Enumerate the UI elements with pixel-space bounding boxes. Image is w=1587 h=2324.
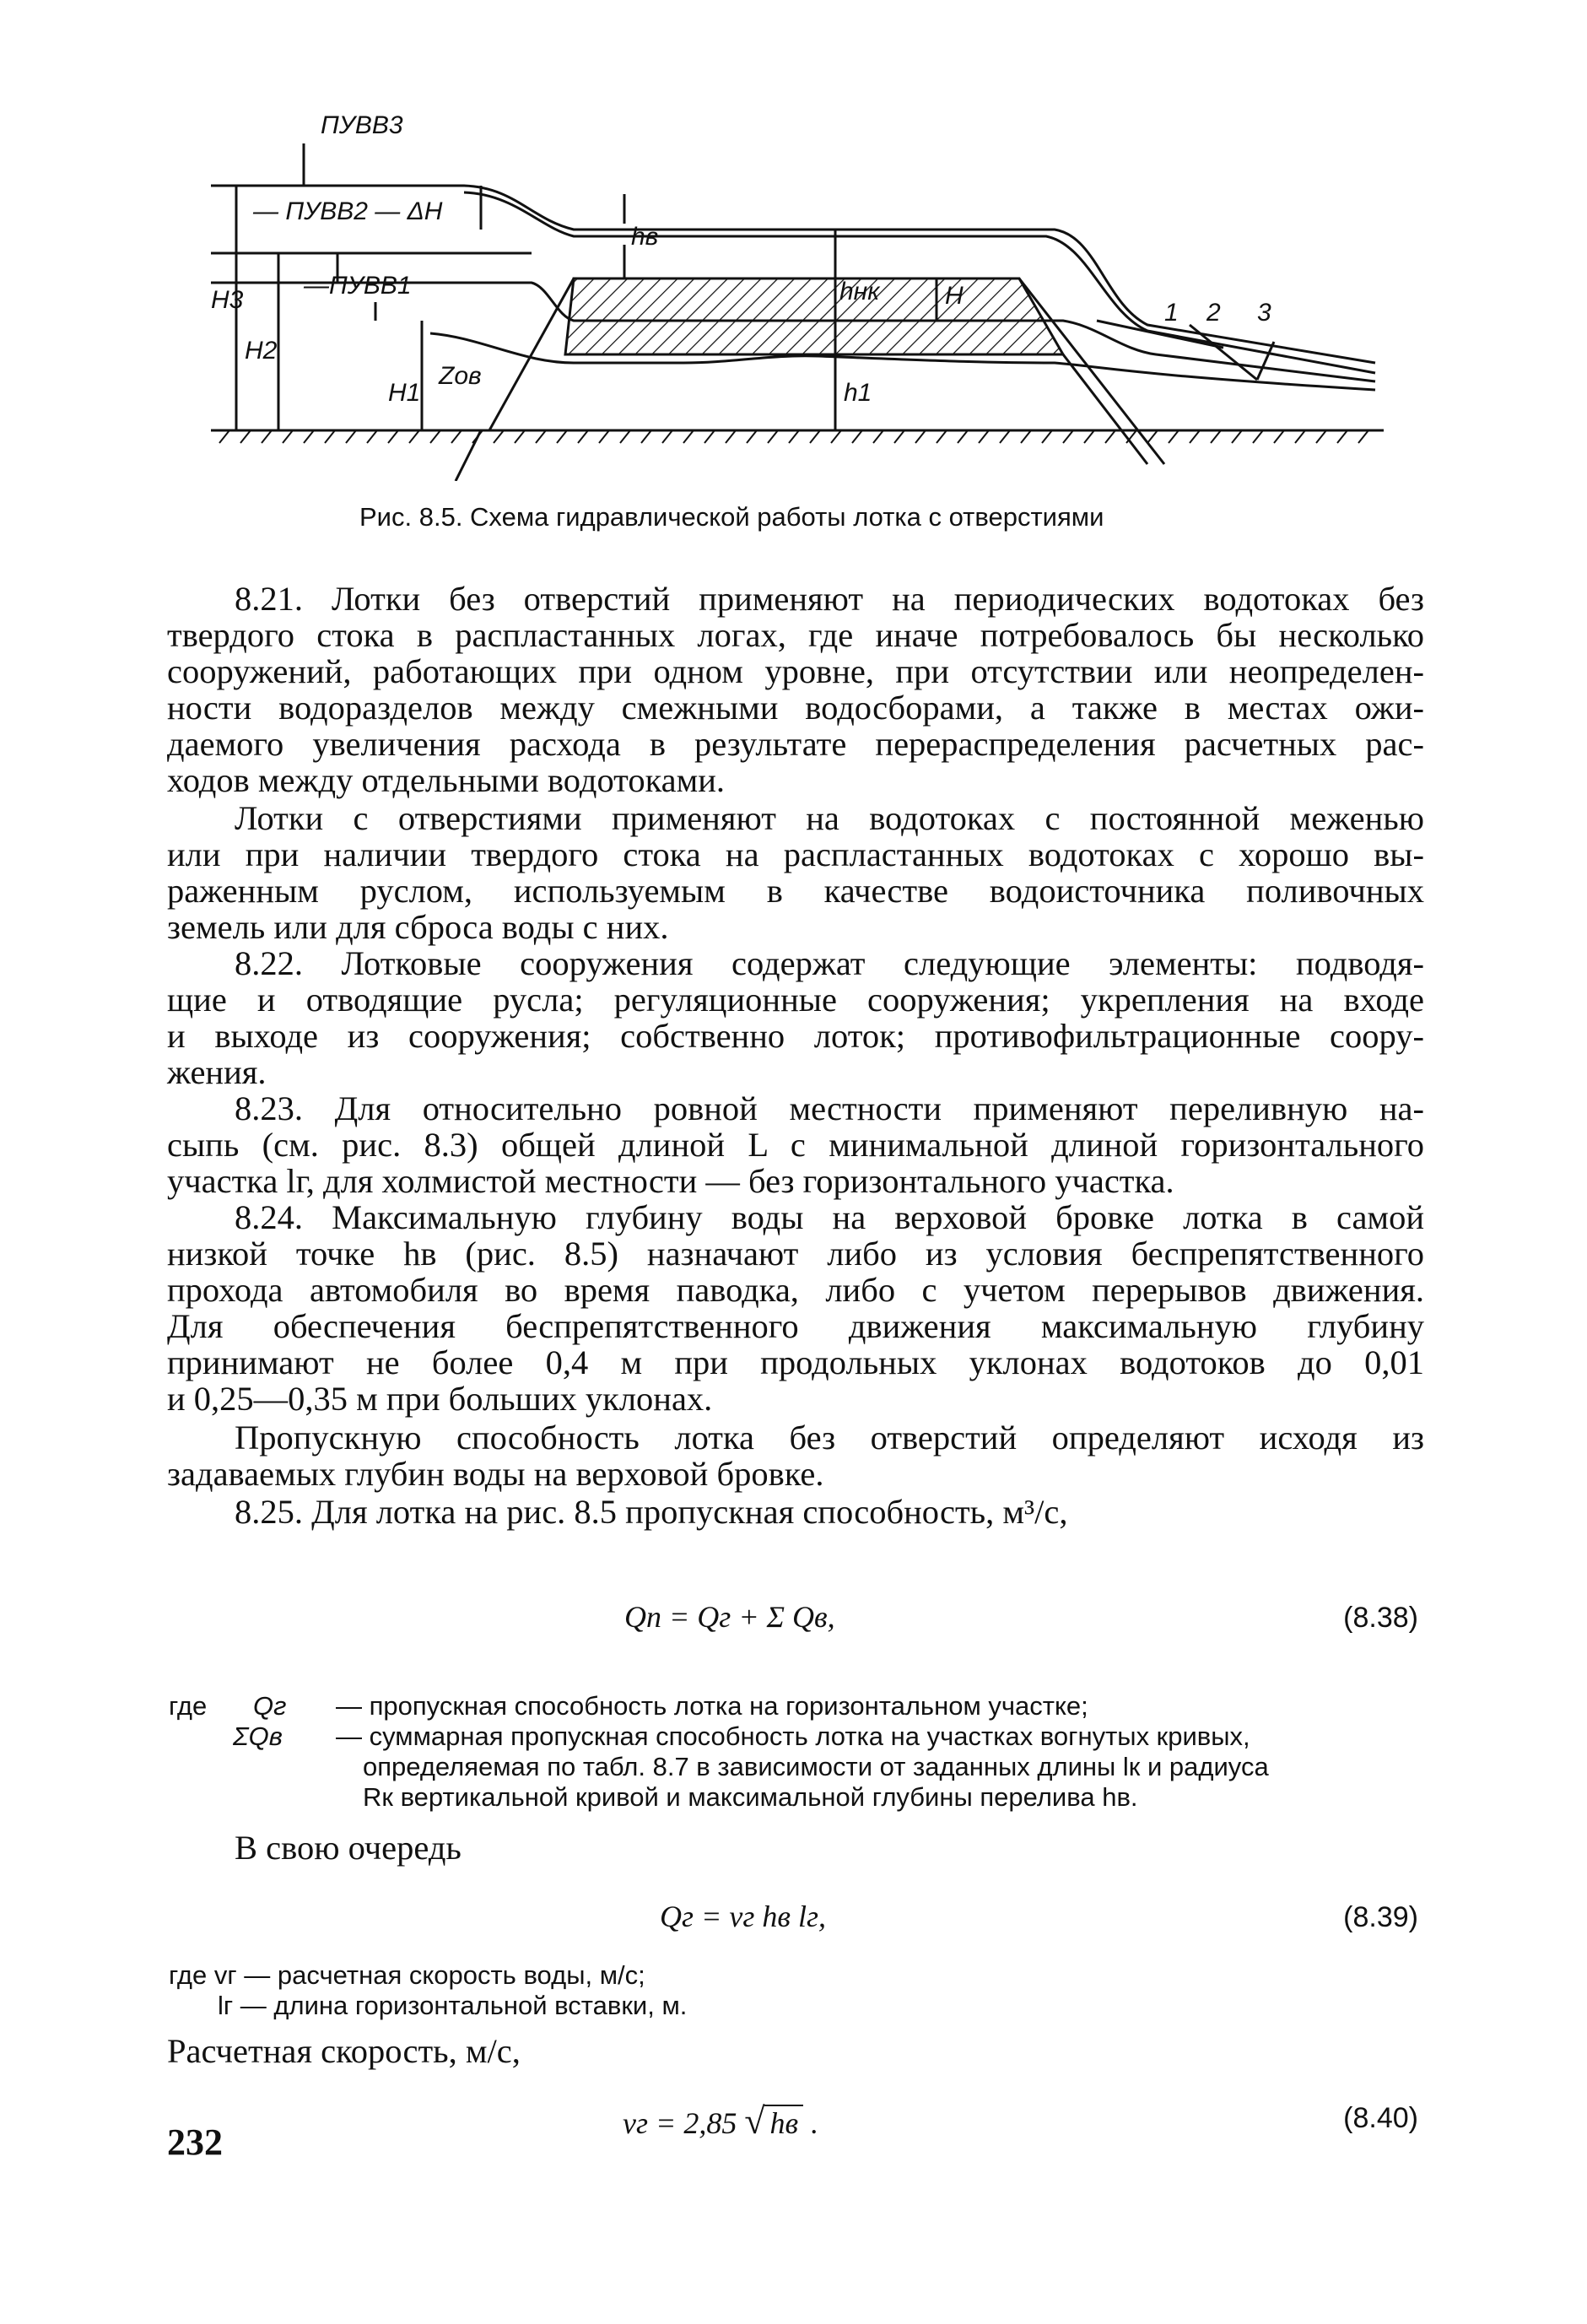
label-1: 1 (1164, 299, 1179, 327)
label-puvv2: — ПУВВ2 — ΔН (253, 197, 443, 225)
calc-speed-text: Расчетная скорость, м/с, (167, 2032, 521, 2070)
label-3: 3 (1257, 299, 1271, 327)
in-turn-text: В свою очередь (235, 1829, 462, 1867)
paragraph-8-24b (167, 1419, 1424, 1492)
paragraph-8-21b (167, 800, 1424, 945)
sqrt-radicand: hв (764, 2105, 803, 2140)
paragraph-8-22 (167, 945, 1424, 1090)
formula-8-40-tail: . (811, 2106, 819, 2140)
text-line: прохода автомобиля во время паводка, либо с учетом перерывов движения. (167, 1271, 1424, 1309)
label-H2: Н2 (245, 337, 278, 365)
label-hnk: hнк (839, 278, 880, 305)
formula-8-39: Qг = vг hв lг, (660, 1900, 827, 1933)
label-puvv1: —ПУВВ1 (304, 272, 412, 300)
text-line: щие и отводящие русла; регуляционные сооружения; укрепления на входе (167, 981, 1424, 1019)
text-line: задаваемых глубин воды на верховой бровке. (167, 1455, 824, 1493)
text-line: даемого увеличения расхода в результате перераспределения расчетных рас- (167, 725, 1424, 763)
where-desc-2b: определяемая по табл. 8.7 в зависимости от заданных длины lк и радиуса (363, 1752, 1269, 1781)
text-line: участка lг, для холмистой местности — без горизонтального участка. (167, 1162, 1174, 1200)
where-desc-1: — пропускная способность лотка на горизонтальном участке; (336, 1691, 1088, 1721)
text-line: 8.25. Для лотка на рис. 8.5 пропускная способность, м³/с, (235, 1493, 1068, 1531)
formula-number-8-38: (8.38) (1343, 1602, 1418, 1634)
text-line: ходов между отдельными водотоками. (167, 761, 726, 799)
text-line: или при наличии твердого стока на распластанных водотоках с хорошо вы- (167, 835, 1424, 873)
formula-8-38: Qп = Qг + Σ Qв, (624, 1600, 835, 1634)
text-line: и выходе из сооружения; собственно лоток; противофильтрационные соору- (167, 1017, 1424, 1055)
text-line: жения. (167, 1053, 267, 1091)
where-desc-2c: Rк вертикальной кривой и максимальной глубины перелива hв. (363, 1782, 1138, 1812)
where-839-line-1: где vг — расчетная скорость воды, м/с; (169, 1960, 645, 1990)
formula-number-8-40: (8.40) (1343, 2102, 1418, 2134)
text-line: Пропускную способность лотка без отверстий определяют исходя из (235, 1419, 1424, 1457)
text-line: 8.23. Для относительно ровной местности применяют переливную на- (235, 1089, 1424, 1127)
hydraulic-scheme-figure (211, 110, 1384, 481)
formula-8-40 (623, 2100, 818, 2143)
text-line: 8.21. Лотки без отверстий применяют на периодических водотоках без (235, 580, 1424, 618)
text-line: твердого стока в распластанных логах, где иначе потребовалось бы несколько (167, 616, 1424, 654)
label-h1: h1 (844, 379, 872, 407)
text-line: 8.22. Лотковые сооружения содержат следующие элементы: подводя- (235, 944, 1424, 982)
text-line: сыпь (см. рис. 8.3) общей длиной L с минимальной длиной горизонтального (167, 1126, 1424, 1164)
label-H3: Н3 (211, 286, 244, 314)
text-line: 8.24. Максимальную глубину воды на верховой бровке лотка в самой (235, 1198, 1424, 1236)
text-line: Лотки с отверстиями применяют на водотоках с постоянной меженью (235, 799, 1424, 837)
formula-8-40-lhs: vг = 2,85 (623, 2106, 737, 2140)
paragraph-8-24 (167, 1199, 1424, 1417)
text-line: и 0,25—0,35 м при больших уклонах. (167, 1380, 713, 1418)
figure-caption: Рис. 8.5. Схема гидравлической работы лотка с отверстиями (359, 502, 1104, 532)
page-number: 232 (167, 2121, 223, 2163)
label-H1: Н1 (388, 379, 421, 407)
where-839-line-2: lг — длина горизонтальной вставки, м. (218, 1991, 688, 2020)
label-H: Н (945, 282, 964, 310)
text-line: Для обеспечения беспрепятственного движения максимальную глубину (167, 1307, 1424, 1345)
where-label: где (169, 1691, 208, 1721)
label-2: 2 (1206, 299, 1221, 327)
paragraph-8-25 (167, 1494, 1424, 1530)
text-line: сооружений, работающих при одном уровне, при отсутствии или неопределен- (167, 652, 1424, 690)
label-hv: hв (631, 223, 659, 251)
paragraph-8-21 (167, 581, 1424, 798)
symbol-qg: Qг (253, 1691, 287, 1721)
formula-number-8-39: (8.39) (1343, 1901, 1418, 1933)
sqrt-symbol: √ (744, 2100, 765, 2142)
where-desc-2a: — суммарная пропускная способность лотка на участках вогнутых кривых, (336, 1721, 1250, 1751)
paragraph-8-23 (167, 1090, 1424, 1199)
text-line: раженным руслом, используемым в качестве водоисточника поливочных (167, 872, 1424, 910)
text-line: земель или для сброса воды с них. (167, 908, 669, 946)
symbol-sum-qv: ΣQв (233, 1721, 283, 1751)
label-zov: Zов (439, 362, 482, 390)
text-line: низкой точке hв (рис. 8.5) назначают либо из условия беспрепятственного (167, 1235, 1424, 1273)
text-line: принимают не более 0,4 м при продольных уклонах водотоков до 0,01 (167, 1343, 1424, 1381)
label-puvv3: ПУВВ3 (321, 111, 403, 139)
text-line: ности водоразделов между смежными водосборами, а также в местах ожи- (167, 689, 1424, 727)
